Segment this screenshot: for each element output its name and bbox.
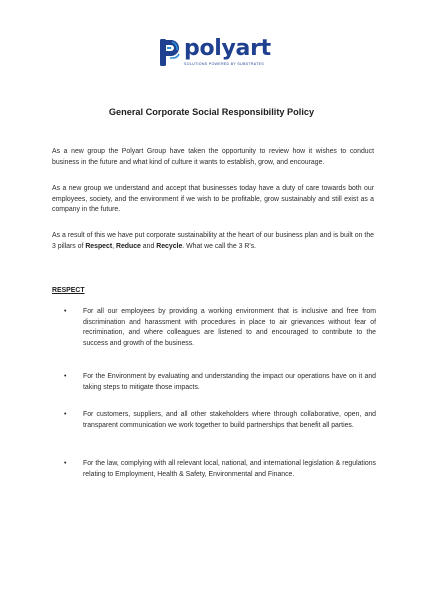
pillar-reduce: Reduce — [115, 242, 141, 250]
pillars-text-post: . What we call the 3 R’s. — [182, 242, 257, 250]
bullet-icon: • — [64, 373, 67, 380]
pillar-respect: Respect — [85, 242, 113, 250]
logo-tagline: SOLUTIONS POWERED BY SUBSTRATES — [184, 62, 265, 66]
list-item-text: For customers, suppliers, and all other stakeholders where through collaborative, open, and transparent communication we work together to build partnerships that benefit all parties. — [83, 411, 376, 429]
bullet-icon: • — [64, 460, 67, 467]
pillar-recycle: Recycle — [156, 242, 183, 250]
pillars-text-pre: As a result of this we have put corporate sustainability at the heart of our business plan and is built on the 3 pillars of — [52, 232, 374, 250]
bullet-icon: • — [64, 308, 67, 315]
list-item-text: For all our employees by providing a working environment that is inclusive and free from discrimination and harassment with procedures in place to air grievances without fear of recrimination, and where colleagues are listened to and encouraged to contribute to the success and growth of the business. — [83, 308, 376, 347]
document-title: General Corporate Social Responsibility Policy — [108, 107, 315, 117]
paragraph-three-pillars — [52, 231, 374, 252]
logo-wordmark: polyart — [184, 36, 271, 61]
company-logo — [158, 38, 278, 72]
paragraph-duty-of-care: As a new group we understand and accept that businesses today have a duty of care towards both our employees, society, and the environment if we wish to be profitable, grow sustainably and still exist as a company in the future. — [52, 185, 374, 214]
polyart-logo-mark-icon — [158, 38, 182, 68]
section-heading-respect: RESPECT — [52, 287, 85, 294]
paragraph-intro: As a new group the Polyart Group have taken the opportunity to review how it wishes to conduct business in the future and what kind of culture it wants to establish, grow, and encourage. — [52, 148, 374, 166]
list-item-text: For the Environment by evaluating and understanding the impact our operations have on it and taking steps to mitigate those impacts. — [83, 373, 376, 391]
list-item-text: For the law, complying with all relevant local, national, and international legislation & regulations relating to Employment, Health & Safety, Environmental and Finance. — [83, 460, 376, 478]
bullet-icon: • — [64, 411, 67, 418]
pillars-separator-1: , — [112, 242, 116, 250]
pillars-separator-2: and — [140, 242, 157, 250]
